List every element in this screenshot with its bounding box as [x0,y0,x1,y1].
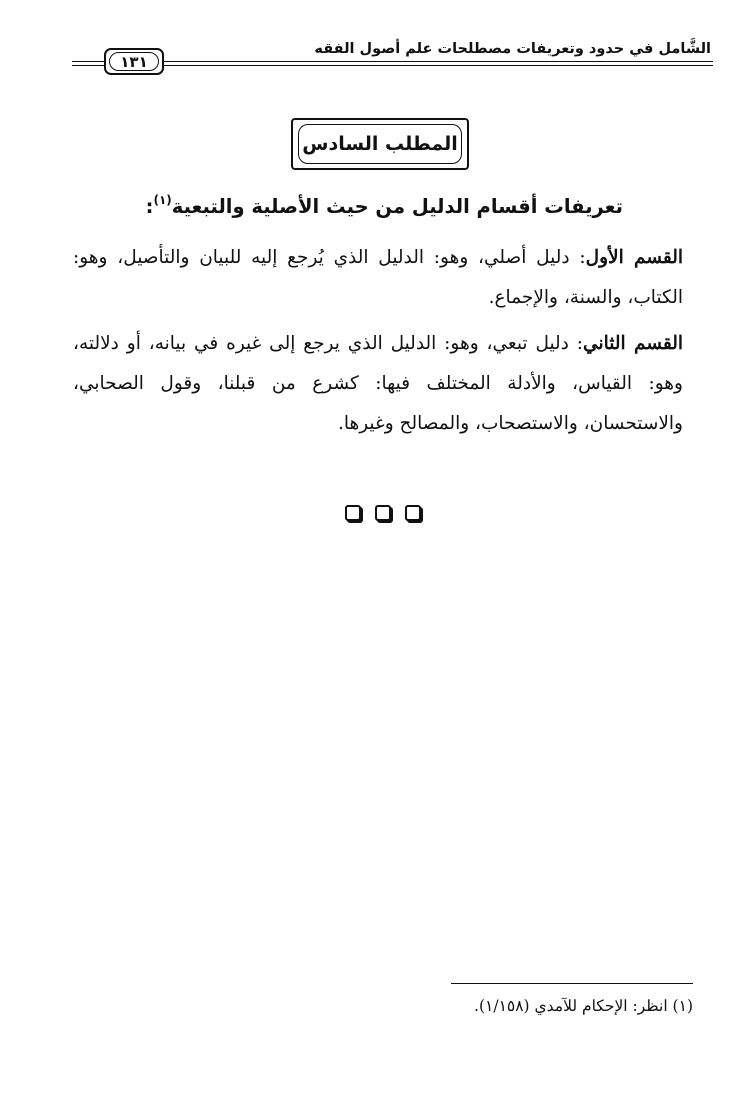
page-number: ١٣١ [109,52,159,71]
paragraph-second-division [73,324,683,444]
ornament-square-icon [405,505,421,521]
running-title: الشَّامل في حدود وتعريفات مصطلحات علم أصول الفقه [314,41,711,57]
paragraph-first-division [73,238,683,318]
footnote: (١) انظر: الإحكام للآمدي (١/١٥٨). [474,997,693,1015]
section-heading-frame [291,118,469,170]
paragraph-text: : دليل أصلي، وهو: الدليل الذي يُرجع إليه للبيان والتأصيل، وهو: الكتاب، والسنة، والإجماع. [73,247,683,308]
header-rule [72,61,713,62]
section-heading: المطلب السادس [298,124,462,164]
section-subtitle-colon: : [145,195,154,218]
paragraph-text: : دليل تبعي، وهو: الدليل الذي يرجع إلى غيره في بيانه، أو دلالته، وهو: القياس، والأدلة المختلف فيها: كشرع من قبلنا، وقول الصحابي، والاستحسان، والاستصحاب، والمصالح وغيرها. [73,333,683,434]
ornament-square-icon [375,505,391,521]
ornament-square-icon [345,505,361,521]
section-end-ornament [345,505,421,525]
section-subtitle [63,184,623,223]
page-number-box [104,48,164,75]
paragraph-term: القسم الأول [585,247,683,268]
header-rule-double [72,65,713,66]
footnote-separator [451,983,693,984]
section-subtitle-text: تعريفات أقسام الدليل من حيث الأصلية والتبعية [171,195,623,218]
paragraph-term: القسم الثاني [583,333,683,354]
footnote-ref[interactable]: (١) [153,193,172,207]
